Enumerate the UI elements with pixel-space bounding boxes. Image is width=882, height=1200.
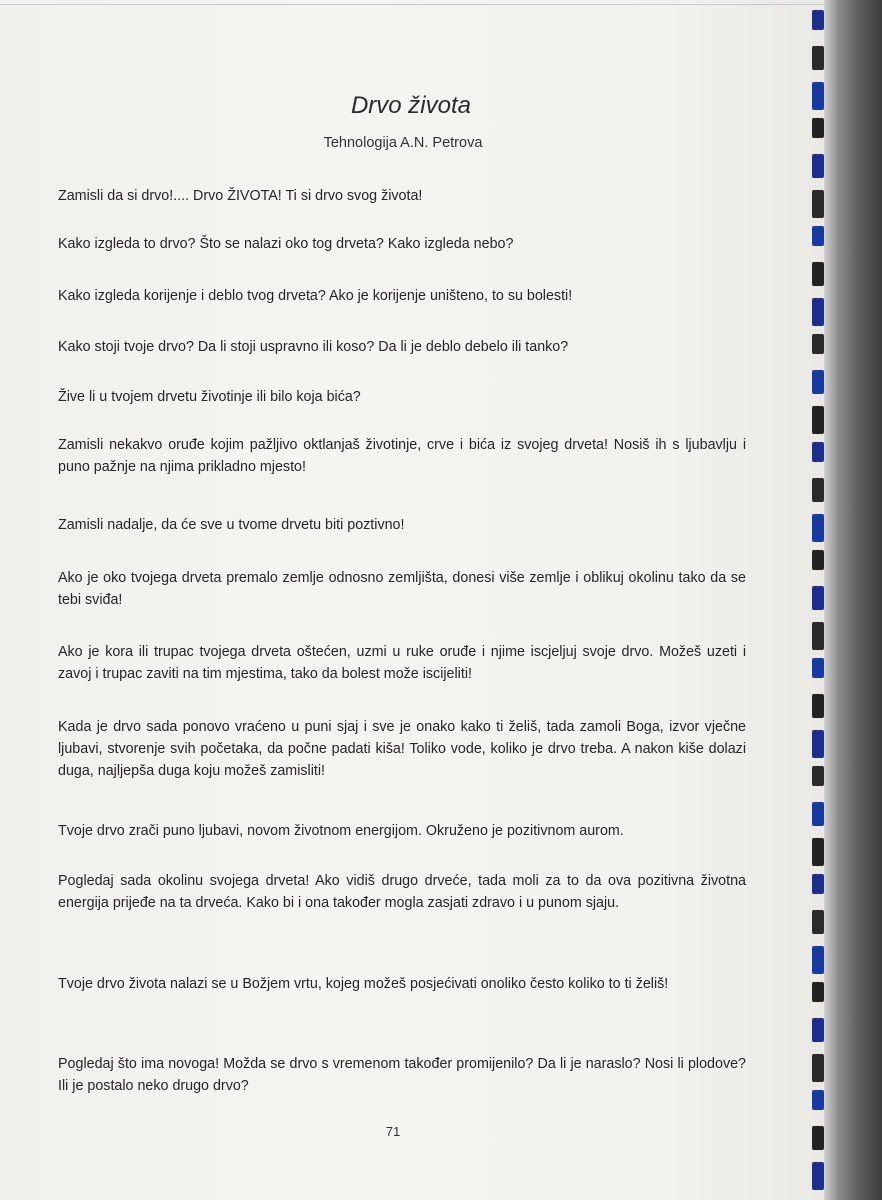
paragraph-7: Zamisli nadalje, da će sve u tvome drvetu biti poztivno! [58,517,405,533]
binding-coil [812,694,824,718]
binding-coil [812,766,824,786]
binding-coil [812,370,824,394]
binding-coil [812,406,824,434]
page-number: 71 [385,1124,401,1139]
binding-coil [812,10,824,30]
binding-coil [812,802,824,826]
paragraph-6: Zamisli nekakvo oruđe kojim pažljivo oktlanjaš životinje, crve i bića iz svojeg drveta! Nosiš ih s ljubavlju i puno pažnje na njima prikladno mjesto! [58,437,746,475]
binding-coil [812,622,824,650]
paragraph-2: Kako izgleda to drvo? Što se nalazi oko tog drveta? Kako izgleda nebo? [58,236,514,252]
paragraph-14: Pogledaj što ima novoga! Možda se drvo s vremenom također promijenilo? Da li je naraslo? Nosi li plodove? Ili je postalo neko drugo drvo? [58,1056,746,1094]
binding-coil [812,1090,824,1110]
binding-coil [812,1162,824,1190]
binding-coil [812,478,824,502]
binding-coil [812,118,824,138]
binding-coil [812,154,824,178]
binding-coil [812,586,824,610]
binding-coil [812,226,824,246]
paragraph-9: Ako je kora ili trupac tvojega drveta oštećen, uzmi u ruke oruđe i njime iscjeljuj svoje drvo. Možeš uzeti i zavoj i trupac zaviti na tim mjestima, tako da bolest može iscijeliti! [58,644,746,682]
binding-coil [812,1054,824,1082]
paragraph-10: Kada je drvo sada ponovo vraćeno u puni sjaj i sve je onako kako ti želiš, tada zamoli Boga, izvor vječne ljubavi, stvorenje svih početaka, da počne padati kiša! Toliko vode, koliko je drvo treba. A nakon kiše dolazi duga, najljepša duga koju možeš zamisliti! [58,719,746,779]
paragraph-5: Žive li u tvojem drvetu životinje ili bilo koja bića? [58,389,361,405]
paragraph-11: Tvoje drvo zrači puno ljubavi, novom životnom energijom. Okruženo je pozitivnom aurom. [58,823,624,839]
binding-coil [812,190,824,218]
binding-coil [812,1018,824,1042]
binding-coil [812,1126,824,1150]
binding-coil [812,514,824,542]
binding-coil [812,838,824,866]
binding-coil [812,658,824,678]
binding-coil [812,874,824,894]
binding-coil [812,298,824,326]
page-top-edge [0,4,836,5]
binding-coil [812,910,824,934]
binding-coil [812,946,824,974]
binding-coil [812,550,824,570]
paragraph-4: Kako stoji tvoje drvo? Da li stoji uspravno ili koso? Da li je deblo debelo ili tanko? [58,339,569,355]
binding-coil [812,262,824,286]
paragraph-1: Zamisli da si drvo!.... Drvo ŽIVOTA! Ti si drvo svog života! [58,188,423,204]
binding-coil [812,730,824,758]
binding-coil [812,442,824,462]
binding-coil [812,334,824,354]
binding-coil [812,46,824,70]
binding-coil [812,982,824,1002]
spiral-binding [824,0,882,1200]
paragraph-13: Tvoje drvo života nalazi se u Božjem vrtu, kojeg možeš posjećivati onoliko često koliko to ti želiš! [58,976,669,992]
paragraph-8: Ako je oko tvojega drveta premalo zemlje odnosno zemljišta, donesi više zemlje i oblikuj okolinu tako da se tebi sviđa! [58,570,746,608]
binding-coil [812,82,824,110]
paragraph-3: Kako izgleda korijenje i deblo tvog drveta? Ako je korijenje uništeno, to su bolesti! [58,288,573,304]
paragraph-12: Pogledaj sada okolinu svojega drveta! Ako vidiš drugo drveće, tada moli za to da ova pozitivna životna energija prijeđe na ta drveća. Kako bi i ona također mogla zasjati zdravo i u punom sjaju. [58,873,746,911]
page-subtitle: Tehnologija A.N. Petrova [323,135,483,151]
page-title: Drvo života [350,92,472,119]
